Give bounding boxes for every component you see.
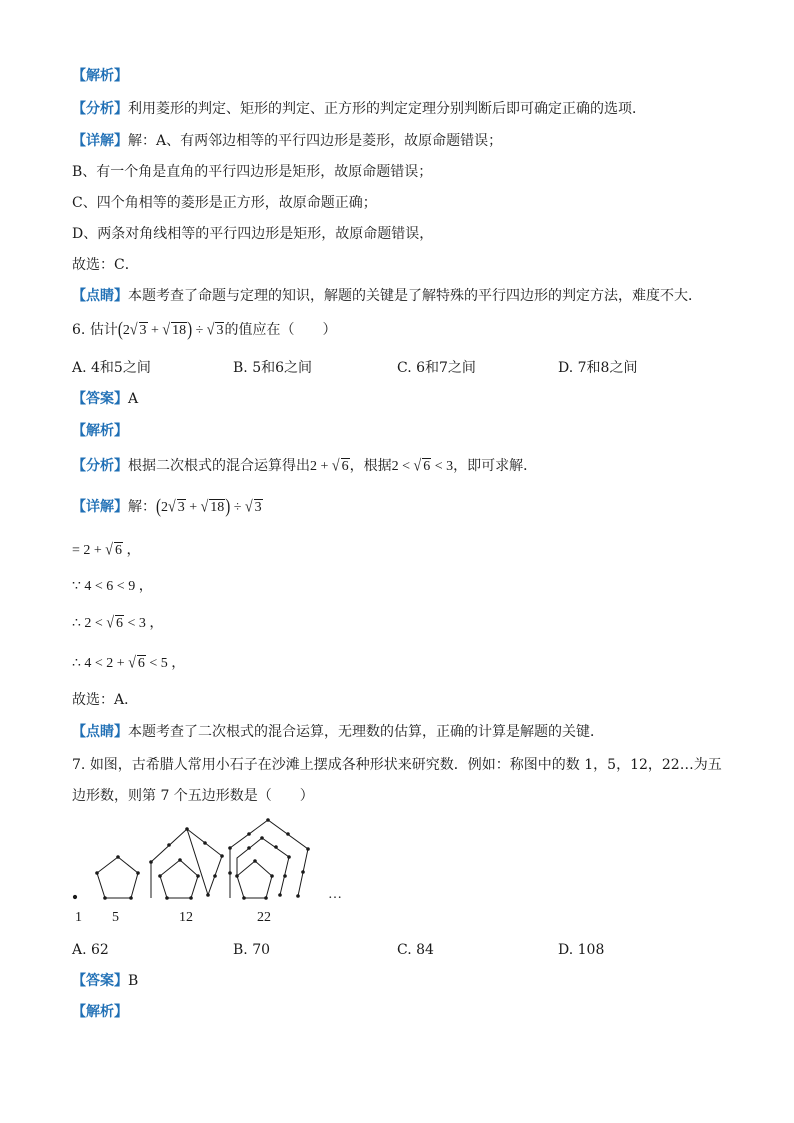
q6-answer: 【答案】A <box>72 391 139 407</box>
analysis-line: 【分析】利用菱形的判定、矩形的判定、正方形的判定定理分别判断后即可确定正确的选项． <box>72 101 646 117</box>
figure-label-5: 5 <box>112 910 119 925</box>
pentagon-22-mid <box>237 838 289 895</box>
q7-stem-line1: 7. 如图，古希腊人常用小石子在沙滩上摆成各种形状来研究数．例如：称图中的数 1，5，12，22…为五 <box>72 757 722 773</box>
pentagon-5 <box>97 857 138 898</box>
q6-review: 【点睛】本题考查了二次根式的混合运算，无理数的估算，正确的计算是解题的关键． <box>72 724 604 740</box>
pentagon-12-inner <box>160 860 198 898</box>
solution-heading: 【解析】 <box>72 68 128 84</box>
q6-option-c: C. 6和7之间 <box>397 360 476 376</box>
q7-solution-heading: 【解析】 <box>72 1004 128 1020</box>
q6-step-1: = 2 + √ 6 ， <box>72 541 141 560</box>
choose-line: 故选：C． <box>72 257 139 273</box>
q6-step-2: ∵ 4 < 6 < 9 ， <box>72 579 153 594</box>
pentagon-12-outer-left <box>151 829 187 898</box>
q6-choose: 故选：A． <box>72 692 139 708</box>
q7-option-a: A. 62 <box>72 942 109 958</box>
detail-line-a: 【详解】解：A、有两邻边相等的平行四边形是菱形，故原命题错误； <box>72 133 503 149</box>
q6-detail: 【详解】解：(2√ 3 + √ 18) ÷ √ 3 <box>72 496 262 518</box>
q6-option-b: B. 5和6之间 <box>233 360 313 376</box>
q7-option-b: B. 70 <box>233 942 271 958</box>
figure-label-22: 22 <box>257 910 271 925</box>
q6-step-3: ∴ 2 < √ 6 < 3 ， <box>72 614 164 633</box>
detail-line-d: D、两条对角线相等的平行四边形是矩形，故原命题错误， <box>72 226 434 242</box>
q7-option-c: C. 84 <box>397 942 434 958</box>
figure-dot-1 <box>73 895 76 898</box>
q6-step-4: ∴ 4 < 2 + √ 6 < 5 ， <box>72 654 186 673</box>
q6-analysis: 【分析】根据二次根式的混合运算得出2 + √ 6，根据2 < √ 6 < 3，即可求解． <box>72 457 538 476</box>
q6-option-d: D. 7和8之间 <box>558 360 638 376</box>
q6-expression: (2√ 3 + √ 18) ÷ √ 3 <box>117 319 224 341</box>
figure-label-12: 12 <box>179 910 193 925</box>
q6-solution-heading: 【解析】 <box>72 423 128 439</box>
q7-answer: 【答案】B <box>72 973 139 989</box>
q7-option-d: D. 108 <box>558 942 605 958</box>
pentagon-22-inner <box>237 861 272 898</box>
review-line: 【点睛】本题考查了命题与定理的知识，解题的关键是了解特殊的平行四边形的判定方法，难度不大． <box>72 288 702 304</box>
q6-option-a: A. 4和5之间 <box>72 360 151 376</box>
pentagon-12-outer <box>187 829 222 895</box>
detail-line-b: B、有一个角是直角的平行四边形是矩形，故原命题错误； <box>72 164 433 180</box>
q6-stem: 6. 估计(2√ 3 + √ 18) ÷ √ 3的值应在（ ） <box>72 319 337 341</box>
q7-stem-line2: 边形数，则第 7 个五边形数是（ ） <box>72 788 314 804</box>
figure-ellipsis: … <box>328 887 342 902</box>
detail-line-c: C、四个角相等的菱形是正方形，故原命题正确； <box>72 195 377 211</box>
figure-label-1: 1 <box>75 910 82 925</box>
